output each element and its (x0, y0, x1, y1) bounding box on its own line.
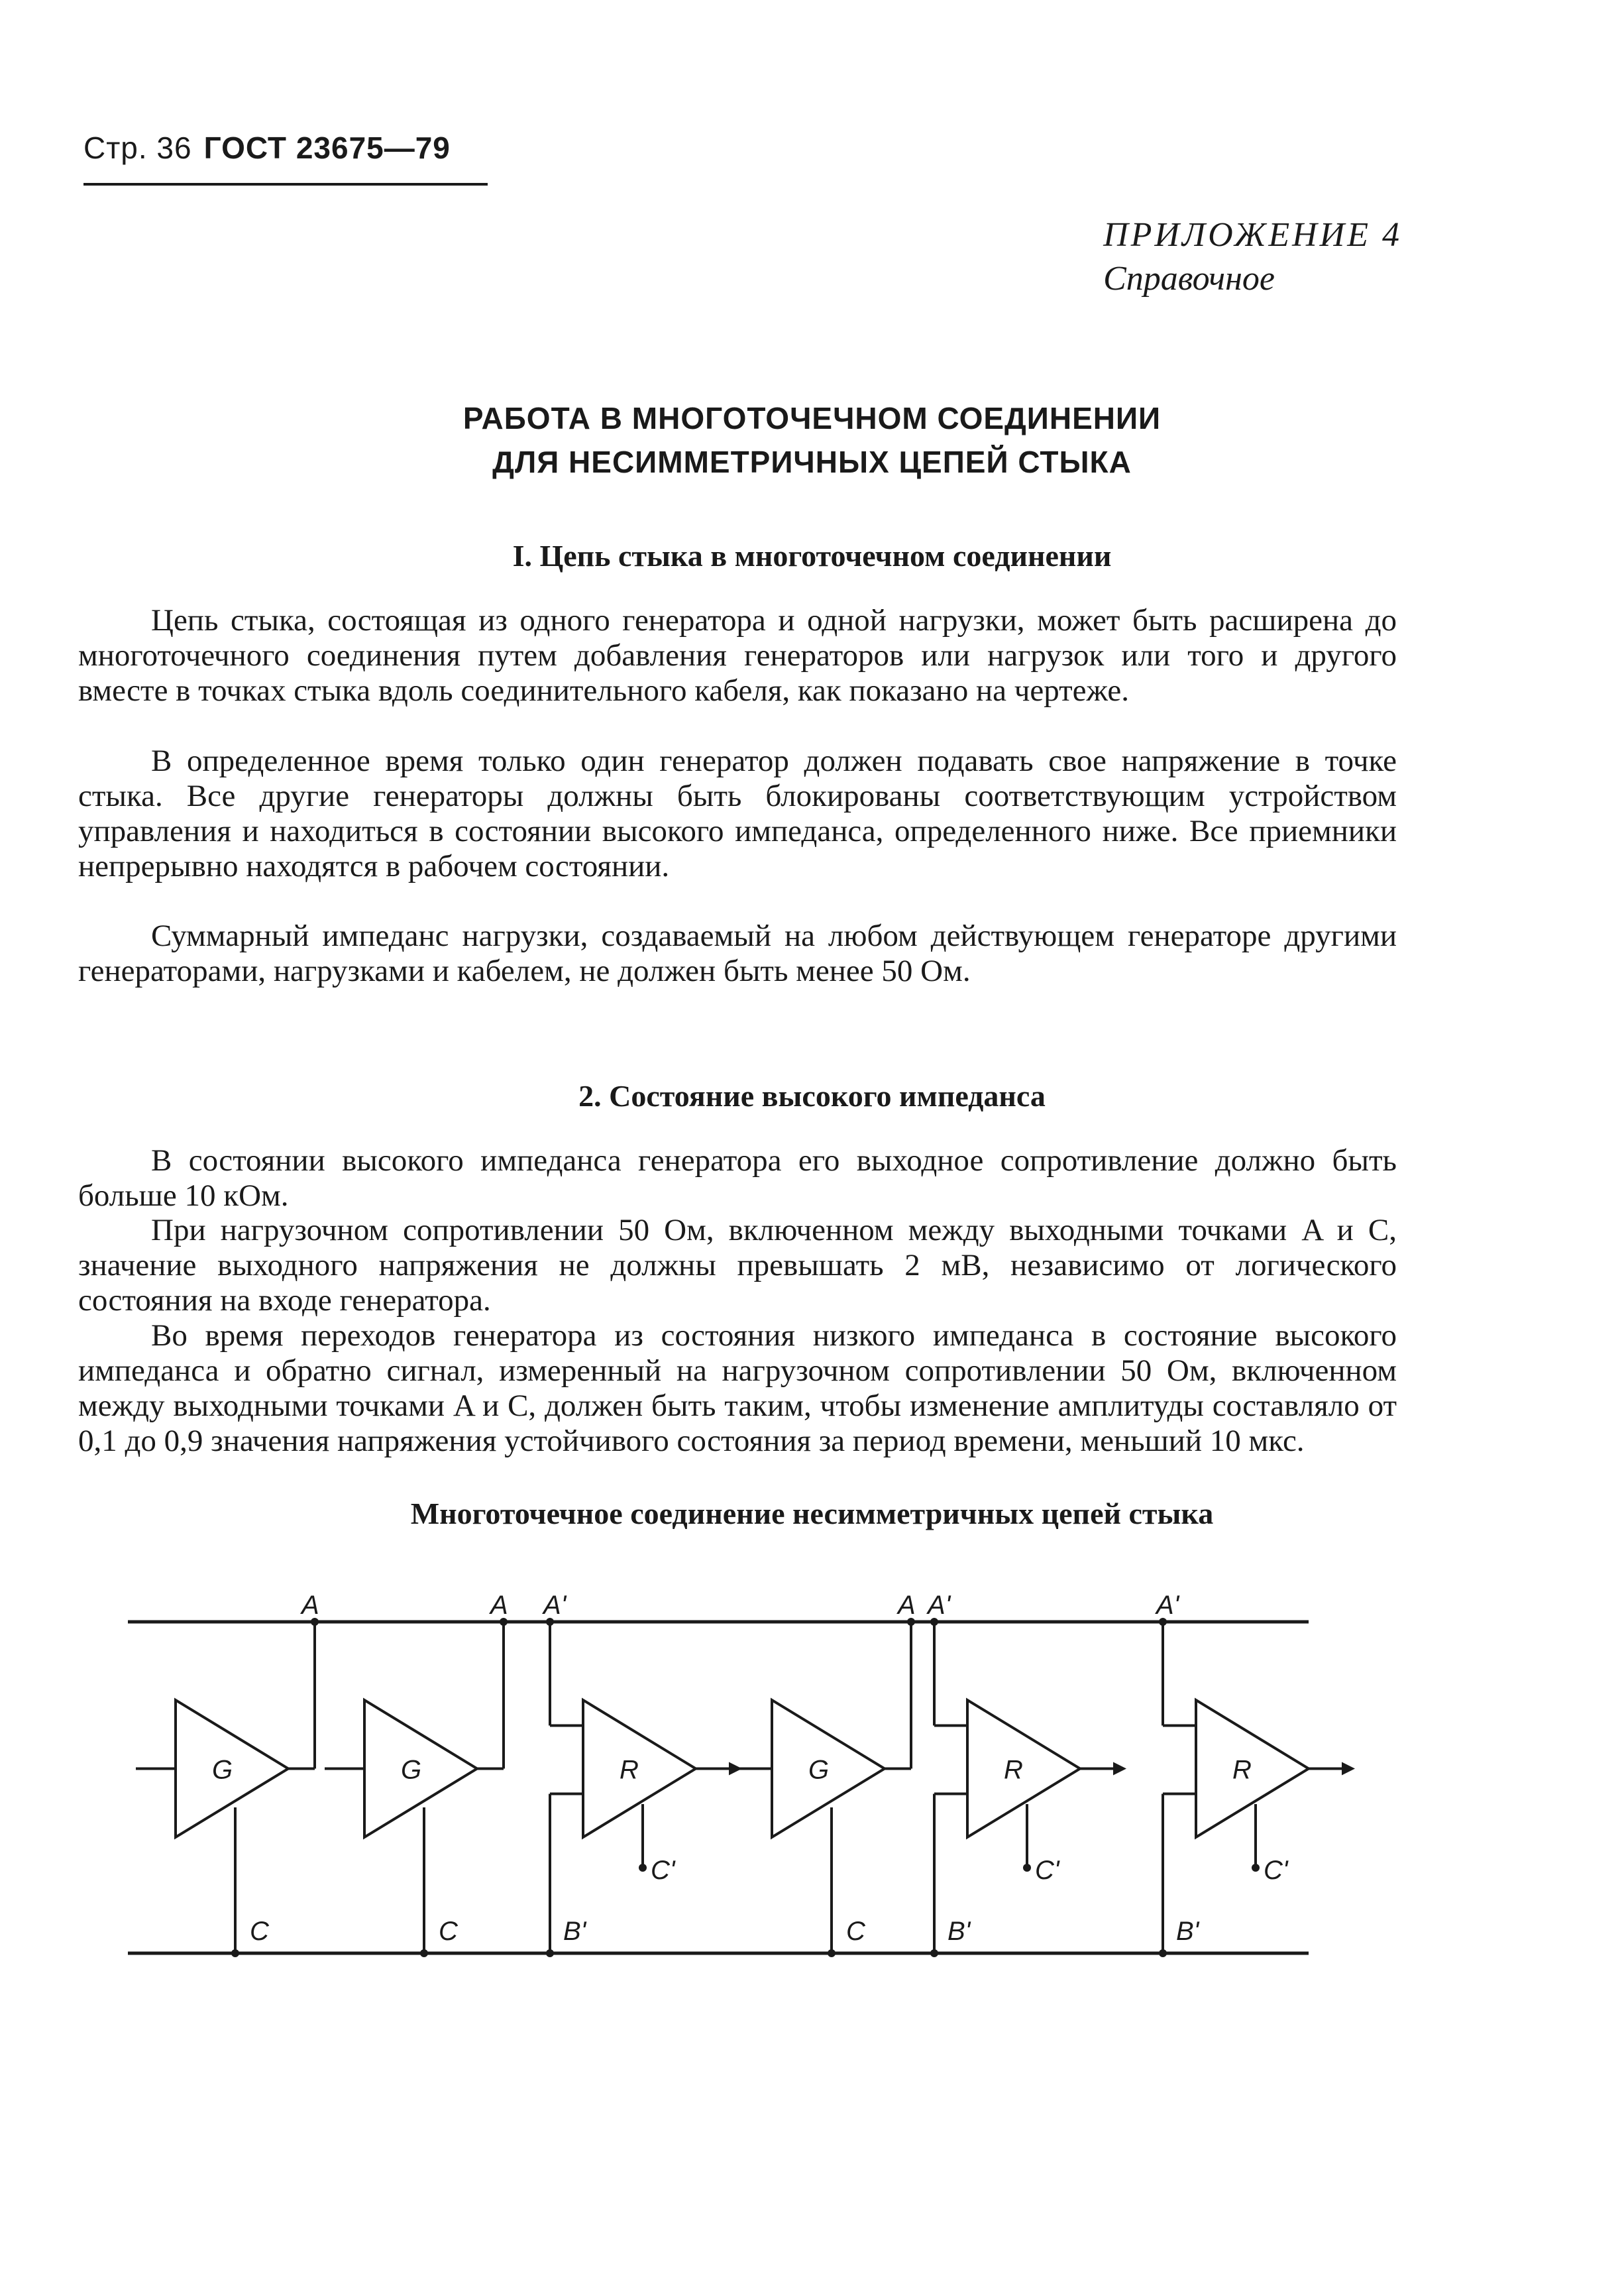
bus-junction-dot (828, 1949, 836, 1957)
receiver-label: R (1004, 1755, 1023, 1785)
standard-number: ГОСТ 23675—79 (203, 131, 451, 165)
page-number: Стр. 36 (83, 131, 192, 165)
point-label: C (250, 1917, 269, 1946)
point-label: A (301, 1591, 319, 1620)
diagram-units (136, 1591, 1355, 1957)
generator-label: G (401, 1755, 422, 1785)
point-label: A' (543, 1591, 567, 1620)
section-2-paragraph: При нагрузочном сопротивлении 50 Ом, включенном между выходными точками A и C, значение выходного напряжения не должны превышать 2 мВ, независимо от логического состояния на входе генератора. (78, 1213, 1397, 1318)
point-label: C' (651, 1856, 675, 1885)
appendix-label (1103, 213, 1402, 301)
section-2-heading: 2. Состояние высокого импеданса (578, 1079, 1046, 1113)
diagram-title: Многоточечное соединение несимметричных цепей стыка (410, 1497, 1214, 1530)
title-line-1: РАБОТА В МНОГОТОЧЕЧНОМ СОЕДИНЕНИИ (462, 401, 1162, 435)
point-label: B' (563, 1917, 586, 1946)
point-label: C' (1035, 1856, 1059, 1885)
bus-junction-dot (930, 1949, 938, 1957)
control-terminal-dot (639, 1864, 647, 1872)
section-1-paragraph: В определенное время только один генератор должен подавать свое напряжение в точке стыка. Все другие генераторы должны быть блокированы соответствующим устройством управления и находиться в состоянии высокого импеданса, определенного ниже. Все приемники непрерывно находятся в рабочем состоянии. (78, 744, 1397, 883)
bus-junction-dot (231, 1949, 239, 1957)
point-label: C (439, 1917, 458, 1946)
receiver-triangle (1196, 1700, 1309, 1837)
section-2-paragraph: В состоянии высокого импеданса генератора его выходное сопротивление должно быть больше 10 кОм. (78, 1143, 1397, 1213)
point-label: C (846, 1917, 865, 1946)
multipoint-connection-diagram (0, 1564, 1624, 1988)
receiver-triangle (967, 1700, 1080, 1837)
point-label: A' (928, 1591, 951, 1620)
title-line-2: ДЛЯ НЕСИММЕТРИЧНЫХ ЦЕПЕЙ СТЫКА (492, 445, 1132, 479)
receiver-triangle (583, 1700, 696, 1837)
section-1-heading: I. Цепь стыка в многоточечном соединении (512, 539, 1112, 573)
point-label: A' (1156, 1591, 1179, 1620)
generator-label: G (212, 1755, 233, 1785)
header-rule (83, 183, 488, 186)
point-label: A (490, 1591, 508, 1620)
generator-label: G (808, 1755, 830, 1785)
control-terminal-dot (1023, 1864, 1031, 1872)
bus-junction-dot (420, 1949, 428, 1957)
appendix-title: ПРИЛОЖЕНИЕ 4 (1103, 216, 1402, 254)
control-terminal-dot (1252, 1864, 1260, 1872)
page-header (83, 130, 451, 166)
output-arrow-icon (1342, 1762, 1355, 1776)
section-2-paragraph: Во время переходов генератора из состояния низкого импеданса в состояние высокого импеданса и обратно сигнал, измеренный на нагрузочном сопротивлении 50 Ом, включенном между выходными точками A и C, должен быть таким, чтобы изменение амплитуды составляло от 0,1 до 0,9 значения напряжения устойчивого состояния за период времени, меньший 10 мкс. (78, 1318, 1397, 1458)
point-label: B' (947, 1917, 971, 1946)
bus-junction-dot (1159, 1949, 1167, 1957)
point-label: B' (1176, 1917, 1199, 1946)
document-title (0, 396, 1624, 484)
point-label: C' (1264, 1856, 1288, 1885)
receiver-label: R (620, 1755, 639, 1785)
point-label: A (898, 1591, 916, 1620)
appendix-subtitle: Справочное (1103, 260, 1275, 298)
output-arrow-icon (1113, 1762, 1126, 1776)
bus-junction-dot (546, 1949, 554, 1957)
section-1-paragraph: Суммарный импеданс нагрузки, создаваемый на любом действующем генераторе другими генераторами, нагрузками и кабелем, не должен быть менее 50 Ом. (78, 919, 1397, 988)
section-1-paragraph: Цепь стыка, состоящая из одного генератора и одной нагрузки, может быть расширена до многоточечного соединения путем добавления генераторов или нагрузок или того и другого вместе в точках стыка вдоль соединительного кабеля, как показано на чертеже. (78, 603, 1397, 708)
receiver-label: R (1232, 1755, 1252, 1785)
